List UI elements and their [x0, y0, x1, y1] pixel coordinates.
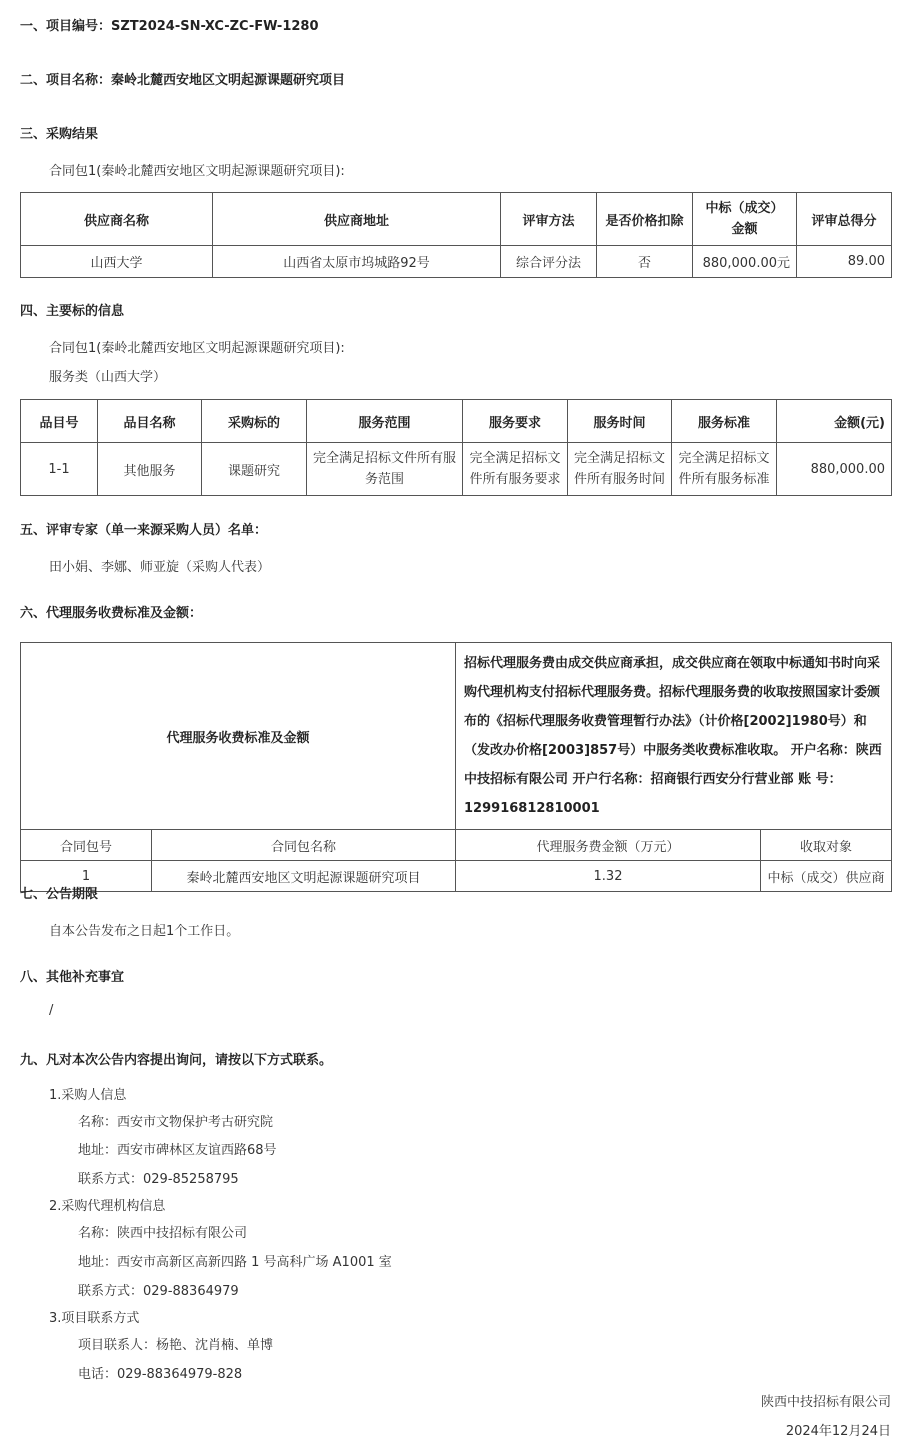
cell-price-deduction: 否: [597, 246, 693, 278]
header-item-name: 品目名称: [98, 400, 202, 443]
section-notice-period: 七、公告期限: [20, 887, 99, 902]
header-bid-amount: [693, 193, 797, 246]
subject-category-label: 服务类（山西大学）: [49, 370, 167, 385]
cell-total-score: 89.00: [797, 246, 892, 278]
agency-info-title: 2.采购代理机构信息: [49, 1199, 166, 1214]
header-service-time: 服务时间: [568, 400, 672, 443]
fee-description-row: [21, 643, 892, 830]
cell-review-method: 综合评分法: [501, 246, 597, 278]
header-bid-amount-line1: 中标（成交）: [705, 201, 784, 216]
cell-bid-amount: 880,000.00元: [693, 246, 797, 278]
table-row: [21, 246, 892, 278]
header-procurement-subject: 采购标的: [202, 400, 307, 443]
fee-table: [20, 642, 892, 892]
header-service-standard: 服务标准: [672, 400, 777, 443]
cell-supplier-name: 山西大学: [21, 246, 213, 278]
cell-procurement-subject: 课题研究: [202, 443, 307, 496]
footer-company: 陕西中技招标有限公司: [760, 1395, 891, 1410]
experts-text: 田小娟、李娜、师亚旋（采购人代表）: [49, 560, 271, 575]
header-package-name: 合同包名称: [152, 830, 456, 861]
purchaser-name: 名称：西安市文物保护考古研究院: [78, 1115, 274, 1130]
project-number-label: 一、项目编号：: [20, 19, 112, 34]
header-fee-payer: 收取对象: [761, 830, 892, 861]
header-package-number: 合同包号: [21, 830, 152, 861]
cell-item-number: 1-1: [21, 443, 98, 496]
agency-address: 地址：西安市高新区高新四路 1 号高科广场 A1001 室: [78, 1255, 392, 1270]
cell-fee-amount: 1.32: [456, 861, 761, 892]
notice-period-text: 自本公告发布之日起1个工作日。: [49, 924, 240, 939]
fee-standard-label: 代理服务收费标准及金额: [21, 643, 456, 830]
project-name: [20, 69, 345, 88]
section-agency-fee: 六、代理服务收费标准及金额：: [20, 606, 203, 621]
project-number-value: SZT2024-SN-XC-ZC-FW-1280: [111, 19, 319, 34]
agency-phone: 联系方式：029-88364979: [78, 1284, 239, 1299]
section-other-matters: 八、其他补充事宜: [20, 970, 125, 985]
header-supplier-address: 供应商地址: [213, 193, 501, 246]
result-table-header: [21, 193, 892, 246]
cell-service-standard: 完全满足招标文件所有服务标准: [672, 443, 777, 496]
purchaser-address: 地址：西安市碑林区友谊西路68号: [78, 1143, 277, 1158]
footer-date: 2024年12月24日: [785, 1424, 891, 1439]
cell-item-name: 其他服务: [98, 443, 202, 496]
project-contact-person: 项目联系人：杨艳、沈肖楠、单博: [78, 1338, 274, 1353]
subject-package-label: 合同包1(秦岭北麓西安地区文明起源课题研究项目):: [49, 341, 345, 356]
cell-fee-payer: 中标（成交）供应商: [761, 861, 892, 892]
header-review-method: 评审方法: [501, 193, 597, 246]
cell-supplier-address: 山西省太原市坞城路92号: [213, 246, 501, 278]
result-package-label: 合同包1(秦岭北麓西安地区文明起源课题研究项目):: [49, 164, 345, 179]
cell-service-requirement: 完全满足招标文件所有服务要求: [463, 443, 568, 496]
agency-name: 名称：陕西中技招标有限公司: [78, 1226, 248, 1241]
header-service-requirement: 服务要求: [463, 400, 568, 443]
project-name-value: 秦岭北麓西安地区文明起源课题研究项目: [111, 73, 346, 88]
cell-package-name: 秦岭北麓西安地区文明起源课题研究项目: [152, 861, 456, 892]
subject-table-header: [21, 400, 892, 443]
header-total-score: 评审总得分: [797, 193, 892, 246]
project-contact-phone: 电话：029-88364979-828: [78, 1367, 243, 1382]
fee-standard-description: 招标代理服务费由成交供应商承担，成交供应商在领取中标通知书时向采购代理机构支付招标代理服务费。招标代理服务费的收取按照国家计委颁布的《招标代理服务收费管理暂行办法》（计价格[2002]1980号）和（发改办价格[2003]857号）中服务类收费标准收取。 开户名称：陕西中技招标有限公司 开户行名称：招商银行西安分行营业部 账 号：129916812810001: [456, 643, 892, 830]
other-matters-text: /: [49, 1003, 54, 1018]
fee-table-header: [21, 830, 892, 861]
section-contact: 九、凡对本次公告内容提出询问，请按以下方式联系。: [20, 1053, 333, 1068]
header-bid-amount-line2: 金额: [731, 222, 758, 237]
header-item-number: 品目号: [21, 400, 98, 443]
header-supplier-name: 供应商名称: [21, 193, 213, 246]
cell-amount: 880,000.00: [777, 443, 892, 496]
header-amount: 金额(元): [777, 400, 892, 443]
cell-service-time: 完全满足招标文件所有服务时间: [568, 443, 672, 496]
purchaser-phone: 联系方式：029-85258795: [78, 1172, 239, 1187]
result-table: [20, 192, 892, 278]
cell-service-scope: 完全满足招标文件所有服务范围: [307, 443, 463, 496]
table-row: [21, 861, 892, 892]
cell-package-number: 1: [21, 861, 152, 892]
section-procurement-result: 三、采购结果: [20, 127, 99, 142]
project-name-label: 二、项目名称：: [20, 73, 112, 88]
project-number: [20, 15, 319, 34]
header-fee-amount: 代理服务费金额（万元）: [456, 830, 761, 861]
header-service-scope: 服务范围: [307, 400, 463, 443]
purchaser-info-title: 1.采购人信息: [49, 1088, 127, 1103]
table-row: [21, 443, 892, 496]
subject-table: [20, 399, 892, 496]
section-main-subject: 四、主要标的信息: [20, 304, 125, 319]
header-price-deduction: 是否价格扣除: [597, 193, 693, 246]
project-contact-title: 3.项目联系方式: [49, 1311, 140, 1326]
section-experts: 五、评审专家（单一来源采购人员）名单：: [20, 523, 268, 538]
